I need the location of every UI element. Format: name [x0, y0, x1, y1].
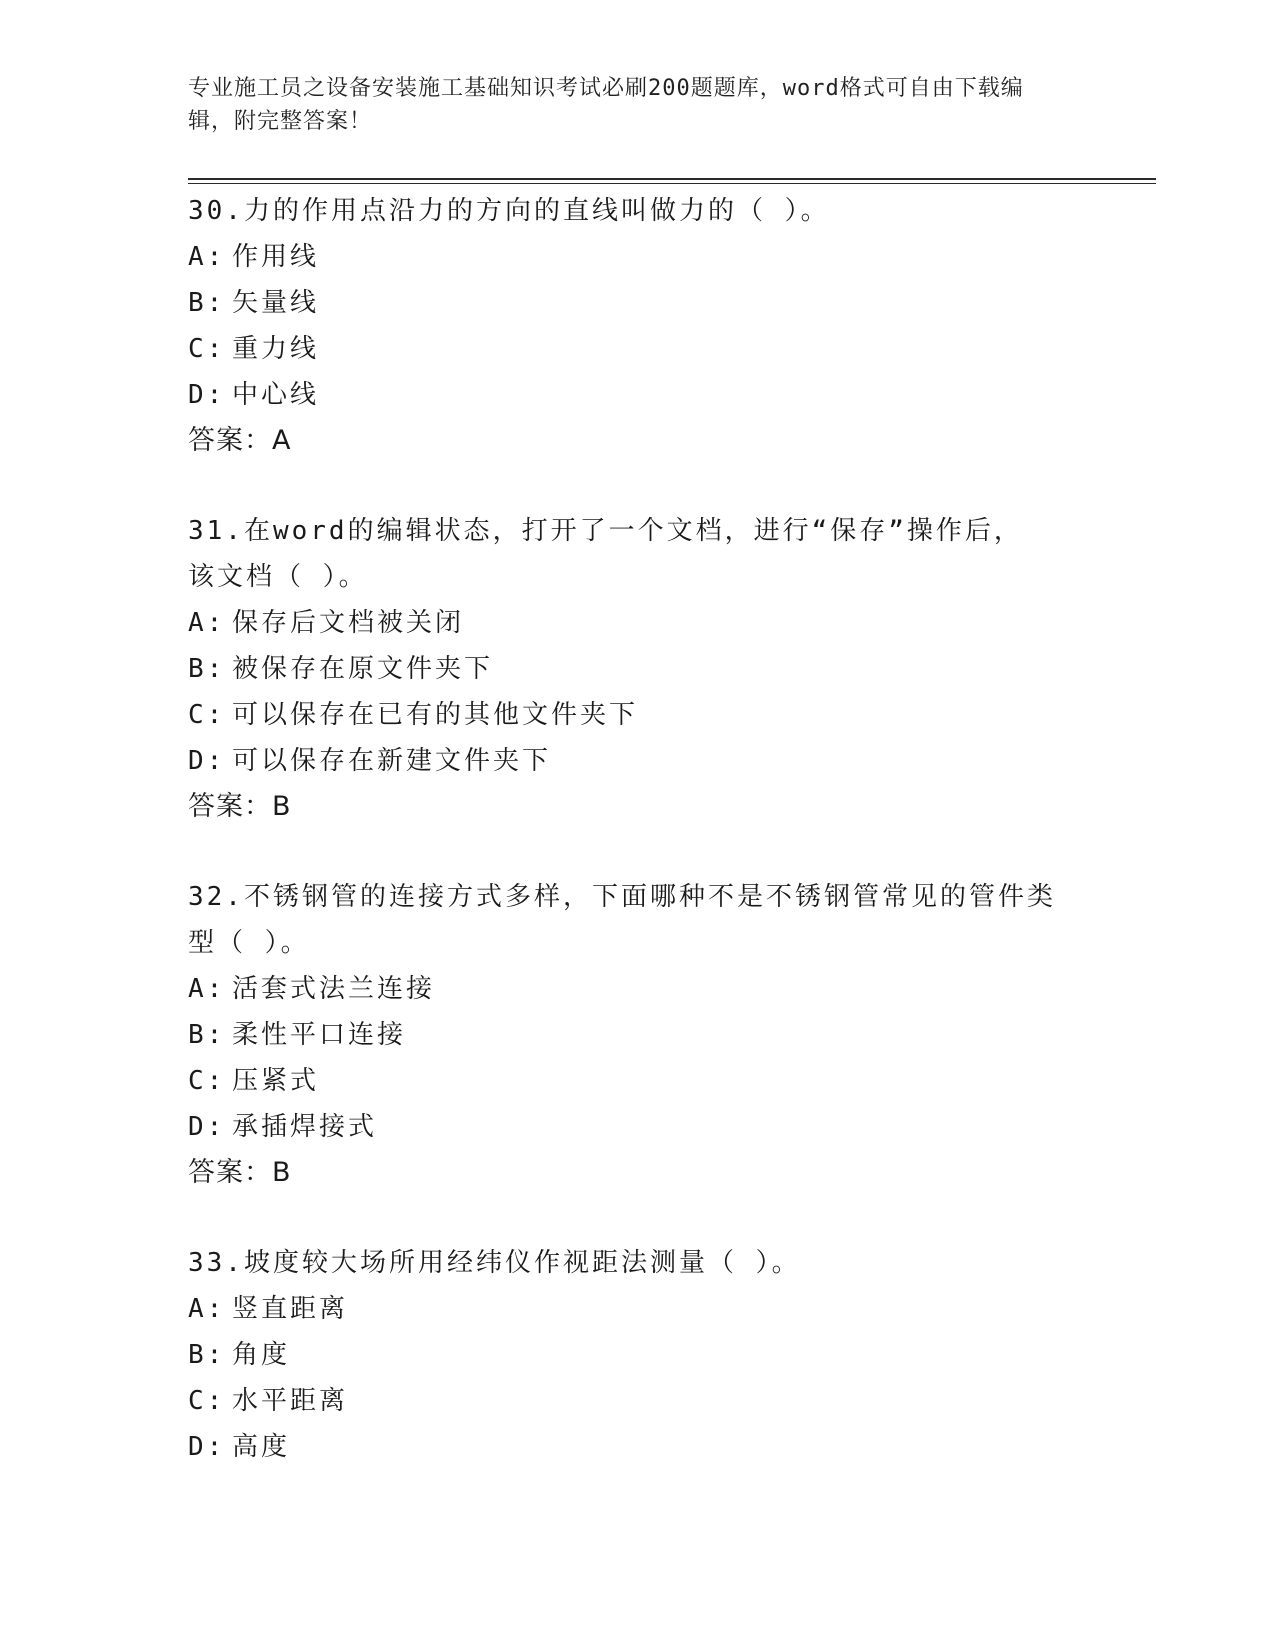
option-text: 作用线 — [232, 242, 320, 272]
option-key: C: — [188, 1386, 226, 1416]
option-b — [188, 1332, 1088, 1378]
option-b — [188, 646, 1088, 692]
option-text: 矢量线 — [232, 288, 320, 318]
option-text: 承插焊接式 — [232, 1112, 378, 1142]
option-text: 被保存在原文件夹下 — [232, 654, 494, 684]
option-key: C: — [188, 1066, 226, 1096]
option-key: B: — [188, 1340, 226, 1370]
option-key: D: — [188, 1432, 226, 1462]
option-a — [188, 966, 1088, 1012]
option-key: D: — [188, 746, 226, 776]
option-c — [188, 1378, 1088, 1424]
option-text: 柔性平口连接 — [232, 1020, 407, 1050]
option-text: 竖直距离 — [232, 1294, 349, 1324]
option-text: 重力线 — [232, 334, 320, 364]
option-key: C: — [188, 334, 226, 364]
option-text: 活套式法兰连接 — [232, 974, 436, 1004]
option-d — [188, 738, 1088, 784]
question-list — [188, 188, 1088, 1514]
option-a — [188, 234, 1088, 280]
option-text: 水平距离 — [232, 1386, 349, 1416]
option-d — [188, 1424, 1088, 1470]
question-32 — [188, 874, 1088, 1196]
option-c — [188, 326, 1088, 372]
question-stem: 32.不锈钢管的连接方式多样，下面哪种不是不锈钢管常见的管件类型（ ）。 — [188, 882, 1056, 958]
answer-label: 答案：A — [188, 425, 292, 456]
option-text: 保存后文档被关闭 — [232, 608, 465, 638]
option-text: 高度 — [232, 1432, 291, 1462]
option-key: D: — [188, 380, 226, 410]
question-stem: 33.坡度较大场所用经纬仪作视距法测量（ ）。 — [188, 1248, 801, 1278]
option-c — [188, 692, 1088, 738]
option-key: B: — [188, 654, 226, 684]
answer-label: 答案：B — [188, 791, 292, 822]
option-key: B: — [188, 288, 226, 318]
option-key: A: — [188, 1294, 226, 1324]
option-text: 中心线 — [232, 380, 320, 410]
option-d — [188, 1104, 1088, 1150]
question-31 — [188, 508, 1088, 830]
option-b — [188, 1012, 1088, 1058]
document-header-title: 专业施工员之设备安装施工基础知识考试必刷200题题库，word格式可自由下载编辑，附完整答案！ — [188, 76, 1024, 134]
option-text: 可以保存在新建文件夹下 — [232, 746, 552, 776]
option-text: 角度 — [232, 1340, 291, 1370]
question-30 — [188, 188, 1088, 464]
header-divider — [188, 178, 1156, 180]
option-key: A: — [188, 242, 226, 272]
option-key: A: — [188, 608, 226, 638]
option-key: A: — [188, 974, 226, 1004]
option-text: 压紧式 — [232, 1066, 320, 1096]
question-33 — [188, 1240, 1088, 1470]
option-a — [188, 1286, 1088, 1332]
option-key: D: — [188, 1112, 226, 1142]
option-key: B: — [188, 1020, 226, 1050]
option-d — [188, 372, 1088, 418]
question-stem: 31.在word的编辑状态，打开了一个文档，进行“保存”操作后，该文档（ ）。 — [188, 516, 1023, 592]
header-divider-thin — [188, 183, 1156, 184]
option-a — [188, 600, 1088, 646]
answer-label: 答案：B — [188, 1157, 292, 1188]
option-text: 可以保存在已有的其他文件夹下 — [232, 700, 639, 730]
option-c — [188, 1058, 1088, 1104]
question-stem: 30.力的作用点沿力的方向的直线叫做力的（ ）。 — [188, 196, 830, 226]
option-b — [188, 280, 1088, 326]
option-key: C: — [188, 700, 226, 730]
